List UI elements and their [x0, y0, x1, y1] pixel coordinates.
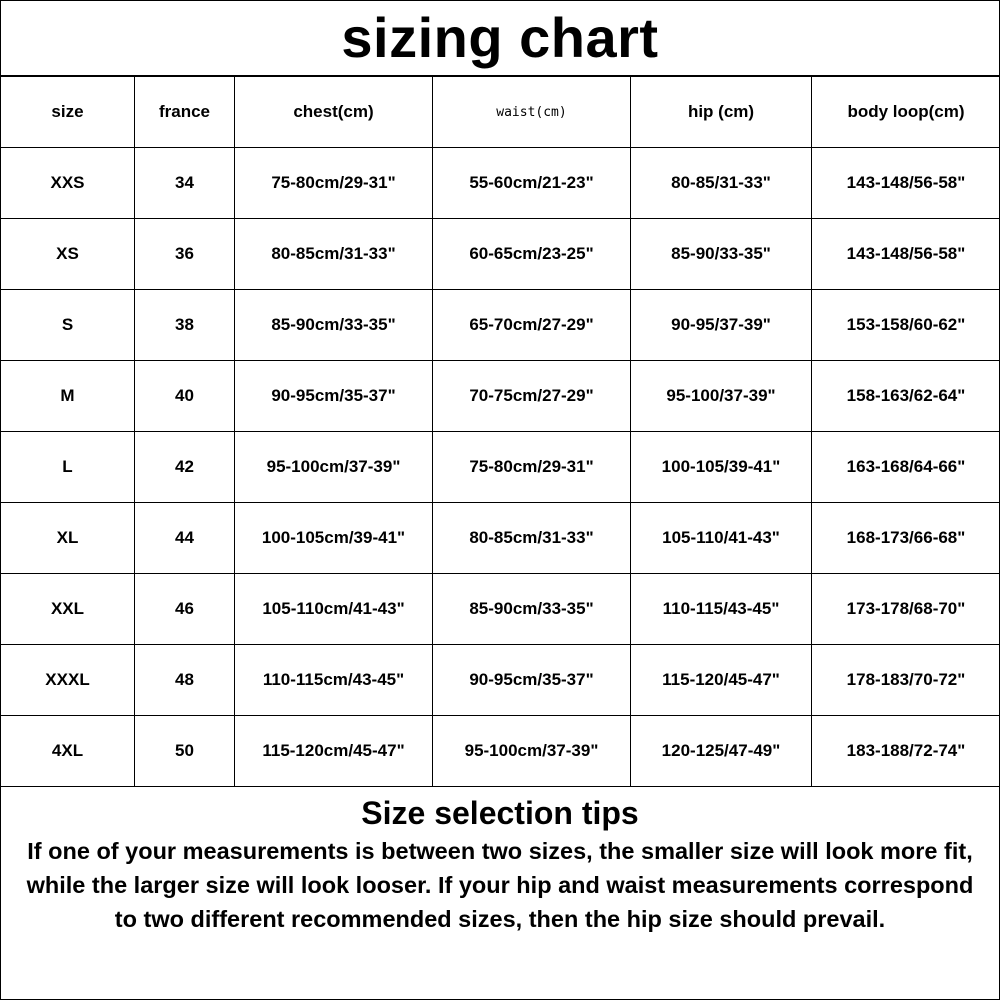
- tips-body: If one of your measurements is between two sizes, the smaller size will look more fit, while the larger size will look looser. If your hip and waist measurements correspond to two different recommended sizes, then the hip size should prevail.: [26, 838, 974, 932]
- cell-size: XL: [1, 503, 135, 574]
- cell-hip: 95-100/37-39": [631, 361, 812, 432]
- cell-chest: 110-115cm/43-45": [235, 645, 433, 716]
- header-body-loop: body loop(cm): [812, 77, 1000, 148]
- cell-chest: 115-120cm/45-47": [235, 716, 433, 787]
- page-title: sizing chart: [0, 0, 1000, 76]
- table-row: [1, 503, 1000, 574]
- cell-size: XXS: [1, 148, 135, 219]
- cell-waist: 55-60cm/21-23": [433, 148, 631, 219]
- table-row: [1, 716, 1000, 787]
- table-row: [1, 361, 1000, 432]
- cell-waist: 95-100cm/37-39": [433, 716, 631, 787]
- header-chest: chest(cm): [235, 77, 433, 148]
- cell-size: XXXL: [1, 645, 135, 716]
- cell-hip: 85-90/33-35": [631, 219, 812, 290]
- table-row: [1, 219, 1000, 290]
- cell-france: 50: [135, 716, 235, 787]
- cell-france: 44: [135, 503, 235, 574]
- cell-size: S: [1, 290, 135, 361]
- table-row: [1, 148, 1000, 219]
- cell-chest: 75-80cm/29-31": [235, 148, 433, 219]
- cell-hip: 100-105/39-41": [631, 432, 812, 503]
- cell-france: 34: [135, 148, 235, 219]
- cell-hip: 80-85/31-33": [631, 148, 812, 219]
- cell-waist: 80-85cm/31-33": [433, 503, 631, 574]
- cell-france: 42: [135, 432, 235, 503]
- cell-body-loop: 168-173/66-68": [812, 503, 1000, 574]
- cell-chest: 85-90cm/33-35": [235, 290, 433, 361]
- cell-france: 38: [135, 290, 235, 361]
- cell-france: 48: [135, 645, 235, 716]
- cell-waist: 70-75cm/27-29": [433, 361, 631, 432]
- cell-body-loop: 178-183/70-72": [812, 645, 1000, 716]
- cell-chest: 105-110cm/41-43": [235, 574, 433, 645]
- cell-waist: 85-90cm/33-35": [433, 574, 631, 645]
- cell-size: M: [1, 361, 135, 432]
- cell-hip: 115-120/45-47": [631, 645, 812, 716]
- cell-body-loop: 173-178/68-70": [812, 574, 1000, 645]
- cell-chest: 100-105cm/39-41": [235, 503, 433, 574]
- cell-waist: 65-70cm/27-29": [433, 290, 631, 361]
- cell-france: 46: [135, 574, 235, 645]
- cell-hip: 120-125/47-49": [631, 716, 812, 787]
- cell-body-loop: 153-158/60-62": [812, 290, 1000, 361]
- cell-body-loop: 163-168/64-66": [812, 432, 1000, 503]
- cell-waist: 60-65cm/23-25": [433, 219, 631, 290]
- cell-body-loop: 183-188/72-74": [812, 716, 1000, 787]
- cell-body-loop: 143-148/56-58": [812, 148, 1000, 219]
- header-size: size: [1, 77, 135, 148]
- cell-hip: 90-95/37-39": [631, 290, 812, 361]
- tips-title: Size selection tips: [361, 795, 639, 831]
- header-france: france: [135, 77, 235, 148]
- header-waist: waist(cm): [433, 77, 631, 148]
- size-table: [0, 76, 1000, 787]
- cell-size: 4XL: [1, 716, 135, 787]
- cell-chest: 95-100cm/37-39": [235, 432, 433, 503]
- cell-waist: 75-80cm/29-31": [433, 432, 631, 503]
- cell-chest: 90-95cm/35-37": [235, 361, 433, 432]
- cell-size: L: [1, 432, 135, 503]
- cell-size: XXL: [1, 574, 135, 645]
- cell-hip: 105-110/41-43": [631, 503, 812, 574]
- cell-waist: 90-95cm/35-37": [433, 645, 631, 716]
- cell-chest: 80-85cm/31-33": [235, 219, 433, 290]
- table-row: [1, 645, 1000, 716]
- table-row: [1, 432, 1000, 503]
- cell-hip: 110-115/43-45": [631, 574, 812, 645]
- cell-france: 40: [135, 361, 235, 432]
- header-row: [1, 77, 1000, 148]
- table-row: [1, 574, 1000, 645]
- cell-size: XS: [1, 219, 135, 290]
- table-body: [1, 148, 1000, 787]
- header-hip: hip (cm): [631, 77, 812, 148]
- size-tips: [0, 789, 1000, 1000]
- cell-body-loop: 143-148/56-58": [812, 219, 1000, 290]
- cell-france: 36: [135, 219, 235, 290]
- cell-body-loop: 158-163/62-64": [812, 361, 1000, 432]
- table-row: [1, 290, 1000, 361]
